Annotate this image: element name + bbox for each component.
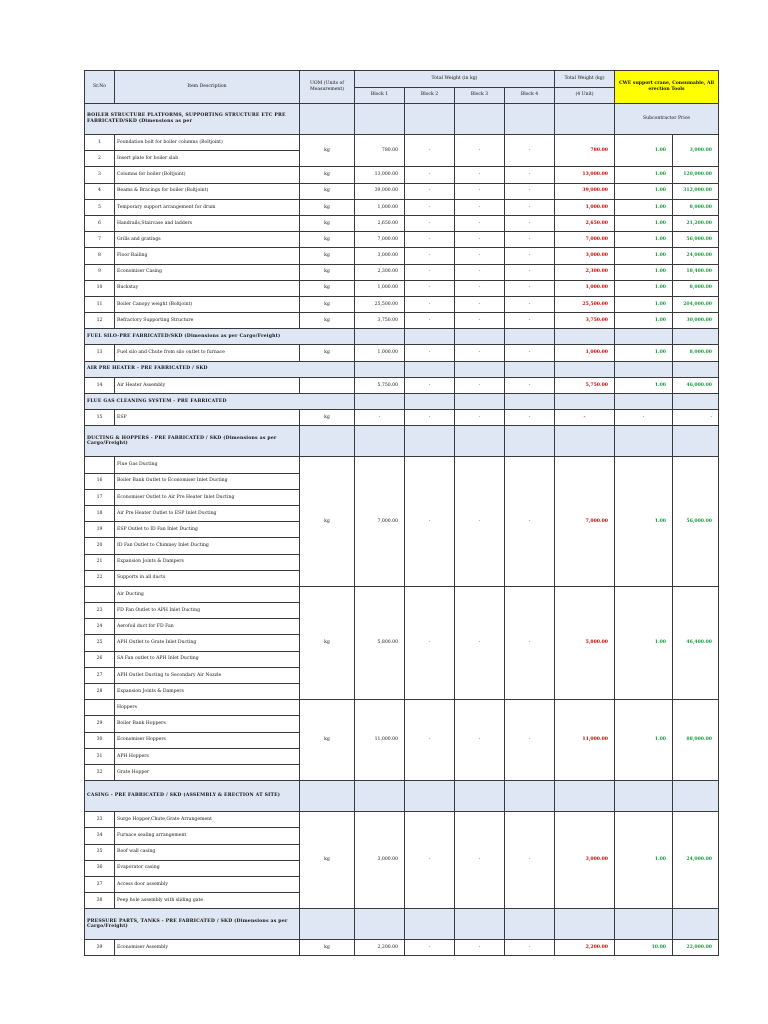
row-number: 5 <box>85 199 115 215</box>
amount-cell: 8,000.00 <box>673 345 719 361</box>
item-description: Foundation bolt for boiler columns (Boltjoint) <box>115 135 300 151</box>
section-air-heater-title: AIR PRE HEATER - PRE FABRICATED / SKD <box>85 361 355 377</box>
block1-cell: 1,000.00 <box>355 345 405 361</box>
block2-cell: - <box>405 296 455 312</box>
amount-cell: 21,200.00 <box>673 215 719 231</box>
table-row <box>85 296 719 312</box>
amount-cell: 56,000.00 <box>673 232 719 248</box>
block2-cell: - <box>405 377 455 393</box>
block3-cell: - <box>455 345 505 361</box>
row-number: 9 <box>85 264 115 280</box>
block3-cell: - <box>455 296 505 312</box>
block1-cell: 2,650.00 <box>355 215 405 231</box>
block4-cell: - <box>505 232 555 248</box>
row-number: 27 <box>85 667 115 683</box>
block3-cell: - <box>455 313 505 329</box>
total-cell: 3,750.00 <box>555 313 615 329</box>
row-number: 13 <box>85 345 115 361</box>
amount-cell: 46,400.00 <box>673 586 719 699</box>
uom-cell: kg <box>300 167 355 183</box>
block4-cell: - <box>505 940 555 956</box>
block1-cell: 3,000.00 <box>355 248 405 264</box>
item-description: Expansion Joints & Dampers <box>115 684 300 700</box>
uom-cell: kg <box>300 410 355 426</box>
item-description: ESP Outlet to ID Fan Inlet Ducting <box>115 522 300 538</box>
uom-cell: kg <box>300 345 355 361</box>
row-number: 36 <box>85 860 115 876</box>
rate-cell: 1.00 <box>615 296 673 312</box>
item-description: Economiser Hoppers <box>115 732 300 748</box>
row-number: 20 <box>85 538 115 554</box>
block3-cell: - <box>455 199 505 215</box>
block2-cell: - <box>405 812 455 909</box>
subhead-row-hoppers <box>85 700 719 716</box>
uom-cell: kg <box>300 232 355 248</box>
table-row <box>85 280 719 296</box>
table-row <box>85 313 719 329</box>
item-description: Beams & Bracings for boiler (Boltjoint) <box>115 183 300 199</box>
block2-cell: - <box>405 135 455 167</box>
row-number: 6 <box>85 215 115 231</box>
block3-cell: - <box>455 410 505 426</box>
block4-cell: - <box>505 345 555 361</box>
total-cell: 1,000.00 <box>555 345 615 361</box>
header-block2: Block 2 <box>405 87 455 104</box>
block2-cell: - <box>405 232 455 248</box>
total-cell: 2,650.00 <box>555 215 615 231</box>
rate-cell: 1.00 <box>615 345 673 361</box>
item-description: Grills and gratings <box>115 232 300 248</box>
section-boiler-title: BOILER STRUCTURE PLATFORMS, SUPPORTING STRUCTURE ETC PRE FABRICATED/SKD (Dimensions as per <box>85 104 300 135</box>
header-total-weight-block: Total Weight (in kg) <box>355 71 555 88</box>
uom-cell: kg <box>300 940 355 956</box>
row-number: 28 <box>85 684 115 700</box>
total-cell: - <box>555 410 615 426</box>
item-description: FD Fan Outlet to APH Inlet Ducting <box>115 603 300 619</box>
block4-cell: - <box>505 410 555 426</box>
subhead-air-ducting: Air Ducting <box>115 586 300 602</box>
amount-cell: 204,000.00 <box>673 296 719 312</box>
amount-cell: 46,000.00 <box>673 377 719 393</box>
header-item-description: Item Description <box>115 71 300 104</box>
row-number: 25 <box>85 635 115 651</box>
rate-cell: 1.00 <box>615 586 673 699</box>
header-uom: UOM (Units of Measurement) <box>300 71 355 104</box>
item-description: Roof wall casing <box>115 844 300 860</box>
uom-cell: kg <box>300 135 355 167</box>
item-description: Refractory Supporting Structure <box>115 313 300 329</box>
uom-cell: kg <box>300 700 355 781</box>
block3-cell: - <box>455 264 505 280</box>
block3-cell: - <box>455 586 505 699</box>
row-number: 21 <box>85 554 115 570</box>
amount-cell: - <box>673 410 719 426</box>
uom-cell <box>300 377 355 393</box>
item-description: Handrails,Staircase and ladders <box>115 215 300 231</box>
section-pressure-title: PRESSURE PARTS, TANKS - PRE FABRICATED / SKD (Dimensions as per Cargo/Freight) <box>85 909 300 940</box>
rate-cell: 1.00 <box>615 280 673 296</box>
total-cell: 1,000.00 <box>555 280 615 296</box>
amount-cell: 30,000.00 <box>673 313 719 329</box>
block1-cell: 2,200.00 <box>355 940 405 956</box>
header-total-weight-4unit: Total Weight (kg) <box>555 71 615 88</box>
total-cell: 7,000.00 <box>555 232 615 248</box>
block3-cell: - <box>455 167 505 183</box>
row-number: 18 <box>85 505 115 521</box>
table-row <box>85 215 719 231</box>
rate-cell: 1.00 <box>615 215 673 231</box>
item-description: Evaporator casing <box>115 860 300 876</box>
section-fuel-silo-title: FUEL SILO-PRE FABRICATED/SKD (Dimensions as per Cargo/Freight) <box>85 329 355 345</box>
item-description: Economiser Assembly <box>115 940 300 956</box>
total-cell: 39,000.00 <box>555 183 615 199</box>
header-cwe-support: CWE support crane, Consumable, All erection Tools <box>615 71 719 104</box>
block4-cell: - <box>505 812 555 909</box>
row-number: 29 <box>85 716 115 732</box>
item-description: APH Hoppers <box>115 748 300 764</box>
section-flue-gas-title: FLUE GAS CLEANING SYSTEM - PRE FABRICATED <box>85 394 355 410</box>
block2-cell: - <box>405 280 455 296</box>
uom-cell: kg <box>300 183 355 199</box>
block4-cell: - <box>505 215 555 231</box>
rate-cell: 1.00 <box>615 457 673 587</box>
item-description: Supports in all ducts <box>115 570 300 586</box>
row-number: 22 <box>85 570 115 586</box>
block4-cell: - <box>505 167 555 183</box>
header-row-1 <box>85 71 719 88</box>
amount-cell: 3,000.00 <box>673 135 719 167</box>
section-row-casing <box>85 781 719 812</box>
uom-cell: kg <box>300 812 355 909</box>
item-description: Economiser Outlet to Air Pre Heater Inlet Ducting <box>115 489 300 505</box>
item-description: Economiser Casing <box>115 264 300 280</box>
total-cell: 1,000.00 <box>555 199 615 215</box>
item-description: Grate Hopper <box>115 764 300 780</box>
block1-cell: 7,000.00 <box>355 457 405 587</box>
row-number: 30 <box>85 732 115 748</box>
block2-cell: - <box>405 457 455 587</box>
block2-cell: - <box>405 345 455 361</box>
amount-cell: 18,400.00 <box>673 264 719 280</box>
rate-cell: 1.00 <box>615 199 673 215</box>
block4-cell: - <box>505 313 555 329</box>
block3-cell: - <box>455 183 505 199</box>
total-cell: 13,000.00 <box>555 167 615 183</box>
row-number: 39 <box>85 940 115 956</box>
item-description: Air Pre Heater Outlet to ESP Inlet Ducting <box>115 505 300 521</box>
item-description: Boiler Bank Hoppers <box>115 716 300 732</box>
row-number: 11 <box>85 296 115 312</box>
row-number: 19 <box>85 522 115 538</box>
subhead-hoppers: Hoppers <box>115 700 300 716</box>
block1-cell: 39,000.00 <box>355 183 405 199</box>
item-description: Access door assembly <box>115 876 300 892</box>
amount-cell: 24,000.00 <box>673 248 719 264</box>
item-description: SA Fan outlet to APH Inlet Ducting <box>115 651 300 667</box>
table-row <box>85 345 719 361</box>
item-description: Air Heater Assembly <box>115 377 300 393</box>
item-description: Surge Hopper,Chute,Grate Arrangement <box>115 812 300 828</box>
item-description: APH Outlet Ducting to Secondary Air Nozzle <box>115 667 300 683</box>
block4-cell: - <box>505 280 555 296</box>
item-description: Boiler Canopy weight (Boltjoint) <box>115 296 300 312</box>
row-number: 3 <box>85 167 115 183</box>
item-description: Insert plate for boiler slab <box>115 151 300 167</box>
amount-cell: 312,000.00 <box>673 183 719 199</box>
boq-table <box>84 70 719 956</box>
block3-cell: - <box>455 377 505 393</box>
block4-cell: - <box>505 135 555 167</box>
row-number: 17 <box>85 489 115 505</box>
total-cell: 5,800.00 <box>555 586 615 699</box>
row-number: 1 <box>85 135 115 151</box>
uom-cell: kg <box>300 457 355 587</box>
table-row <box>85 264 719 280</box>
block4-cell: - <box>505 377 555 393</box>
amount-cell: 24,000.00 <box>673 812 719 909</box>
block3-cell: - <box>455 700 505 781</box>
rate-cell: 10.00 <box>615 940 673 956</box>
row-number: 32 <box>85 764 115 780</box>
rate-cell: 1.00 <box>615 264 673 280</box>
block4-cell: - <box>505 183 555 199</box>
block4-cell: - <box>505 264 555 280</box>
uom-cell: kg <box>300 586 355 699</box>
item-description: APH Outlet to Grate Inlet Ducting <box>115 635 300 651</box>
row-number: 4 <box>85 183 115 199</box>
header-four-unit: (4 Unit) <box>555 87 615 104</box>
block4-cell: - <box>505 248 555 264</box>
uom-cell: kg <box>300 313 355 329</box>
uom-cell: kg <box>300 264 355 280</box>
uom-cell: kg <box>300 215 355 231</box>
table-row <box>85 199 719 215</box>
section-row-pressure <box>85 909 719 940</box>
total-cell: 780.00 <box>555 135 615 167</box>
item-description: Floor Railing <box>115 248 300 264</box>
block2-cell: - <box>405 248 455 264</box>
block1-cell: 7,000.00 <box>355 232 405 248</box>
uom-cell: kg <box>300 199 355 215</box>
total-cell: 11,000.00 <box>555 700 615 781</box>
item-description: Temporary support arrangement for drum <box>115 199 300 215</box>
section-row-fuel-silo <box>85 329 719 345</box>
item-description: Boiler Bank Outlet to Economiser Inlet Ducting <box>115 473 300 489</box>
amount-cell: 120,000.00 <box>673 167 719 183</box>
rate-cell: 1.00 <box>615 812 673 909</box>
block2-cell: - <box>405 167 455 183</box>
block2-cell: - <box>405 700 455 781</box>
block1-cell: 3,000.00 <box>355 812 405 909</box>
row-number: 10 <box>85 280 115 296</box>
header-block1: Block 1 <box>355 87 405 104</box>
rate-cell: 1.00 <box>615 248 673 264</box>
section-casing-title: CASING - PRE FABRICATED / SKD (ASSEMBLY & ERECTION AT SITE) <box>85 781 300 812</box>
row-number: 31 <box>85 748 115 764</box>
row-number: 33 <box>85 812 115 828</box>
row-number: 35 <box>85 844 115 860</box>
block3-cell: - <box>455 232 505 248</box>
subhead-row-air-ducting <box>85 586 719 602</box>
item-description: Peep hole assembly with sliding gate <box>115 893 300 909</box>
block1-cell: 1,000.00 <box>355 199 405 215</box>
uom-cell: kg <box>300 296 355 312</box>
item-description: Fuel silo and Chute from silo outlet to furnace <box>115 345 300 361</box>
rate-cell: 1.00 <box>615 313 673 329</box>
block3-cell: - <box>455 812 505 909</box>
table-row <box>85 183 719 199</box>
item-description: ESP <box>115 410 300 426</box>
block1-cell: 5,800.00 <box>355 586 405 699</box>
block1-cell: 1,000.00 <box>355 280 405 296</box>
row-number: 16 <box>85 473 115 489</box>
section-row-ducting <box>85 426 719 457</box>
header-srno: Sr.No <box>85 71 115 104</box>
row-number: 38 <box>85 893 115 909</box>
amount-cell: 22,000.00 <box>673 940 719 956</box>
section-row-boiler <box>85 104 719 135</box>
row-number: 37 <box>85 876 115 892</box>
block2-cell: - <box>405 586 455 699</box>
item-description: Columns for boiler (Boltjoint) <box>115 167 300 183</box>
block3-cell: - <box>455 457 505 587</box>
table-row <box>85 248 719 264</box>
block1-cell: 5,750.00 <box>355 377 405 393</box>
block1-cell: 3,750.00 <box>355 313 405 329</box>
block4-cell: - <box>505 296 555 312</box>
block4-cell: - <box>505 586 555 699</box>
header-block3: Block 3 <box>455 87 505 104</box>
block1-cell: 780.00 <box>355 135 405 167</box>
block2-cell: - <box>405 199 455 215</box>
section-row-flue-gas <box>85 394 719 410</box>
block1-cell: - <box>355 410 405 426</box>
total-cell: 25,500.00 <box>555 296 615 312</box>
row-number: 12 <box>85 313 115 329</box>
row-number: 23 <box>85 603 115 619</box>
uom-cell: kg <box>300 280 355 296</box>
table-row <box>85 135 719 151</box>
table-row <box>85 410 719 426</box>
amount-cell: 8,000.00 <box>673 280 719 296</box>
table-row <box>85 812 719 828</box>
rate-cell: 1.00 <box>615 700 673 781</box>
row-number: 15 <box>85 410 115 426</box>
total-cell: 2,300.00 <box>555 264 615 280</box>
row-number: 34 <box>85 828 115 844</box>
block2-cell: - <box>405 940 455 956</box>
boq-sheet <box>84 70 718 956</box>
table-row <box>85 940 719 956</box>
block4-cell: - <box>505 457 555 587</box>
total-cell: 3,000.00 <box>555 812 615 909</box>
block2-cell: - <box>405 264 455 280</box>
block3-cell: - <box>455 248 505 264</box>
total-cell: 2,200.00 <box>555 940 615 956</box>
total-cell: 7,000.00 <box>555 457 615 587</box>
row-number: 8 <box>85 248 115 264</box>
amount-cell: 88,000.00 <box>673 700 719 781</box>
item-description: Expansion Joints & Dampers <box>115 554 300 570</box>
subhead-flue-gas-ducting: Flue Gas Ducting <box>115 457 300 473</box>
row-number: 26 <box>85 651 115 667</box>
block3-cell: - <box>455 280 505 296</box>
block1-cell: 11,000.00 <box>355 700 405 781</box>
item-description: Aerofoil duct for FD Fan <box>115 619 300 635</box>
block4-cell: - <box>505 199 555 215</box>
rate-cell: 1.00 <box>615 232 673 248</box>
block1-cell: 13,000.00 <box>355 167 405 183</box>
header-subcontractor-price: Subcontractor Price <box>615 104 719 135</box>
total-cell: 5,750.00 <box>555 377 615 393</box>
row-number: 14 <box>85 377 115 393</box>
uom-cell: kg <box>300 248 355 264</box>
block1-cell: 25,500.00 <box>355 296 405 312</box>
block2-cell: - <box>405 215 455 231</box>
block3-cell: - <box>455 215 505 231</box>
table-row <box>85 167 719 183</box>
block3-cell: - <box>455 940 505 956</box>
rate-cell: 1.00 <box>615 135 673 167</box>
item-description: Buckstay <box>115 280 300 296</box>
header-block4: Block 4 <box>505 87 555 104</box>
rate-cell: 1.00 <box>615 183 673 199</box>
block1-cell: 2,300.00 <box>355 264 405 280</box>
amount-cell: 8,000.00 <box>673 199 719 215</box>
block2-cell: - <box>405 313 455 329</box>
amount-cell: 56,000.00 <box>673 457 719 587</box>
row-number: 7 <box>85 232 115 248</box>
row-number: 2 <box>85 151 115 167</box>
item-description: Furnace sealing arrangement <box>115 828 300 844</box>
table-row <box>85 377 719 393</box>
block3-cell: - <box>455 135 505 167</box>
row-number: 24 <box>85 619 115 635</box>
section-ducting-title: DUCTING & HOPPERS - PRE FABRICATED / SKD (Dimensions as per Cargo/Freight) <box>85 426 300 457</box>
subhead-row-flue-gas-ducting <box>85 457 719 473</box>
rate-cell: 1.00 <box>615 167 673 183</box>
block4-cell: - <box>505 700 555 781</box>
rate-cell: 1.00 <box>615 377 673 393</box>
total-cell: 3,000.00 <box>555 248 615 264</box>
section-row-air-heater <box>85 361 719 377</box>
block2-cell: - <box>405 183 455 199</box>
block2-cell: - <box>405 410 455 426</box>
rate-cell: - <box>615 410 673 426</box>
item-description: ID Fan Outlet to Chimney Inlet Ducting <box>115 538 300 554</box>
table-row <box>85 232 719 248</box>
